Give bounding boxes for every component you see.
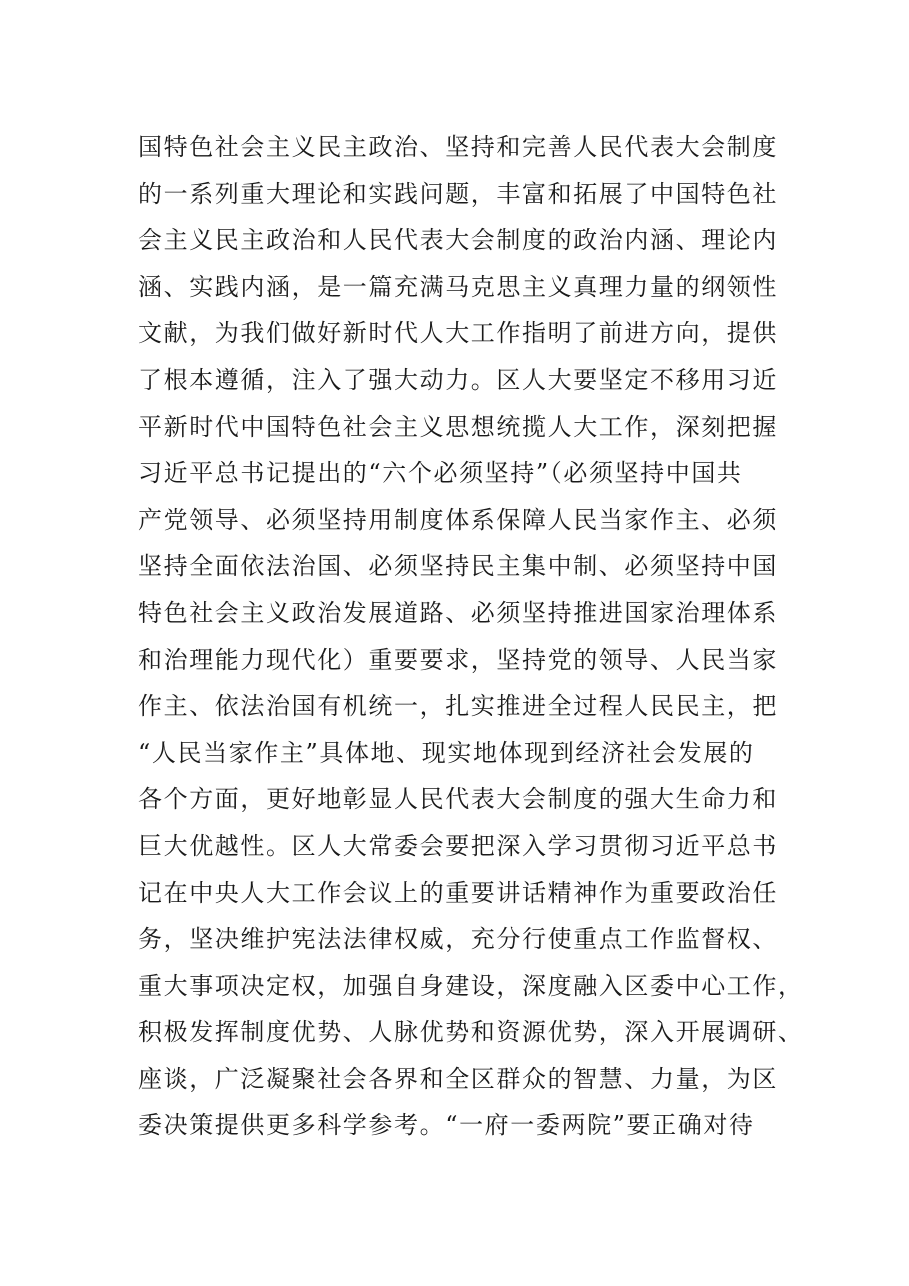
text-line: 的一系列重大理论和实践问题，丰富和拓展了中国特色社 <box>138 179 778 208</box>
text-line: 文献，为我们做好新时代人大工作指明了前进方向，提供 <box>138 319 778 348</box>
text-line: 习近平总书记提出的“六个必须坚持”（必须坚持中国共 <box>138 459 743 488</box>
text-line: “人民当家作主”具体地、现实地体现到经济社会发展的 <box>138 738 755 767</box>
text-line: 涵、实践内涵，是一篇充满马克思主义真理力量的纲领性 <box>138 272 778 301</box>
text-line: 平新时代中国特色社会主义思想统揽人大工作，深刻把握 <box>138 412 778 441</box>
text-line: 作主、依法治国有机统一，扎实推进全过程人民民主，把 <box>138 692 778 721</box>
text-line: 会主义民主政治和人民代表大会制度的政治内涵、理论内 <box>138 226 778 255</box>
text-line: 务，坚决维护宪法法律权威，充分行使重点工作监督权、 <box>138 925 778 954</box>
text-line: 国特色社会主义民主政治、坚持和完善人民代表大会制度 <box>138 133 778 161</box>
text-line: 了根本遵循，注入了强大动力。区人大要坚定不移用习近 <box>138 365 778 394</box>
text-line: 产党领导、必须坚持用制度体系保障人民当家作主、必须 <box>138 505 778 534</box>
text-line: 各个方面，更好地彰显人民代表大会制度的强大生命力和 <box>138 785 778 814</box>
text-line: 积极发挥制度优势、人脉优势和资源优势，深入开展调研、 <box>138 1018 804 1047</box>
text-line: 座谈，广泛凝聚社会各界和全区群众的智慧、力量，为区 <box>138 1064 778 1093</box>
body-text <box>138 124 804 1149</box>
text-line: 重大事项决定权，加强自身建设，深度融入区委中心工作， <box>138 971 804 1000</box>
text-line: 坚持全面依法治国、必须坚持民主集中制、必须坚持中国 <box>138 552 778 581</box>
text-line: 和治理能力现代化）重要要求，坚持党的领导、人民当家 <box>138 645 778 674</box>
text-line: 记在中央人大工作会议上的重要讲话精神作为重要政治任 <box>138 878 778 907</box>
text-line: 特色社会主义政治发展道路、必须坚持推进国家治理体系 <box>138 598 778 627</box>
text-line: 巨大优越性。区人大常委会要把深入学习贯彻习近平总书 <box>138 831 778 860</box>
text-line: 委决策提供更多科学参考。“一府一委两院”要正确对待 <box>138 1111 755 1140</box>
